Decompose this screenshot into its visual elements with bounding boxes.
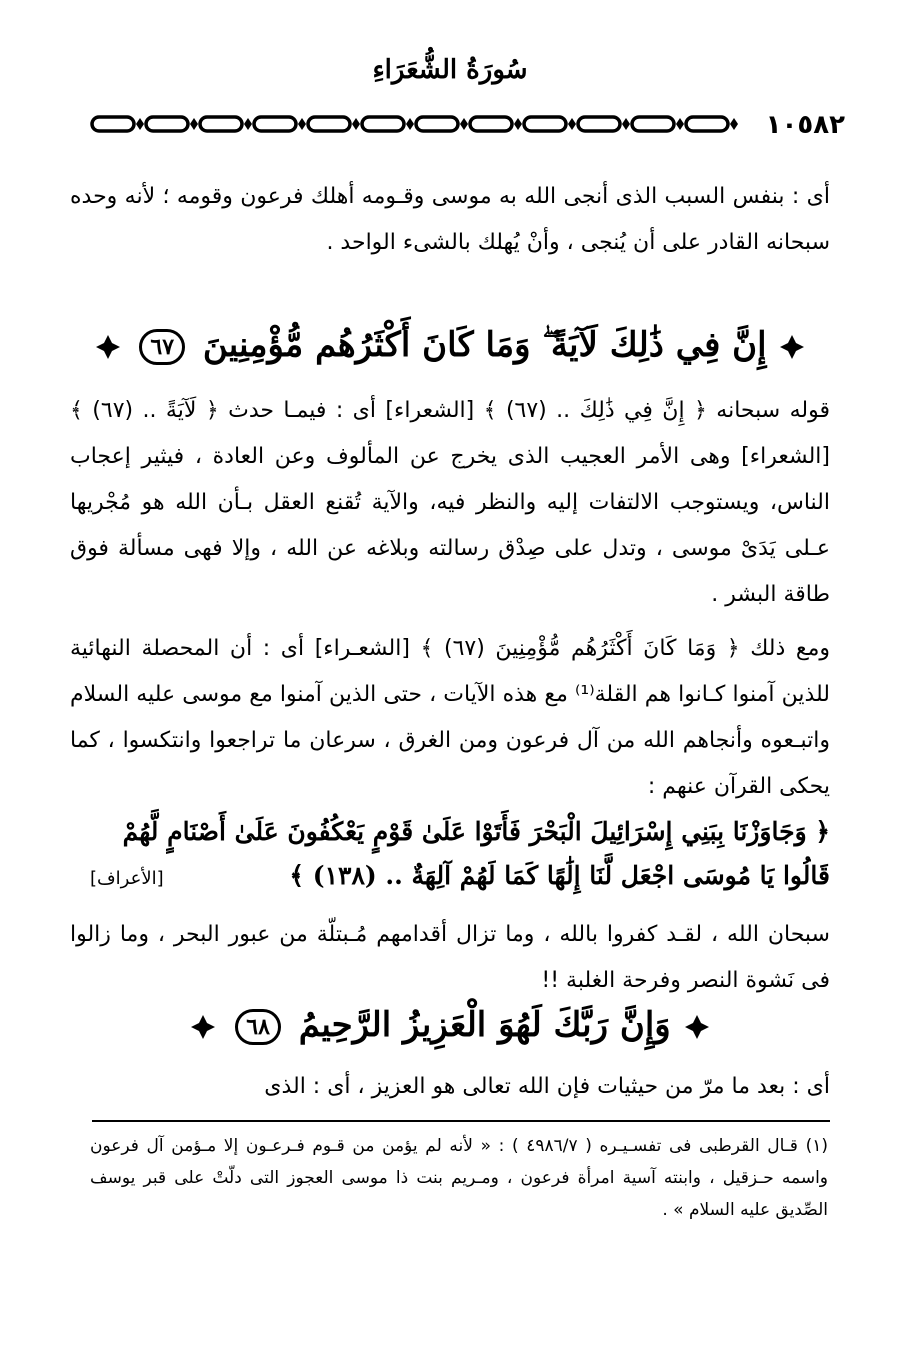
paragraph-3: ومع ذلك ﴿ وَمَا كَانَ أَكْثَرُهُم مُّؤْمِنِينَ (٦٧) ﴾ [الشعـراء] أى : أن المحصلة النهائية للذين آمنوا كـانوا هم القلة⁽¹⁾ مع هذه الآيات ، حتى الذين آمنوا مع موسى عليه السلام واتبـعوه وأنجاهم الله من آل فرعون ومن الغرق ، سرعان ما تراجعوا وانتكسوا ، كما يحكى القرآن عنهم : — [70, 636, 831, 799]
paragraph-5: أى : بعد ما مرّ من حيثيات فإن الله تعالى هو العزيز ، أى : الذى — [264, 1074, 830, 1099]
verse-67-text: إِنَّ فِي ذَٰلِكَ لَآيَةً ۖ وَمَا كَانَ أَكْثَرُهُم مُّؤْمِنِينَ — [202, 325, 767, 365]
page-number: ١٠٥٨٢ — [765, 110, 845, 140]
paragraph-1: أى : بنفس السبب الذى أنجى الله به موسى وقـومه أهلك فرعون وقومه ؛ لأنه وحده سبحانه القادر على أن يُنجى ، وأنْ يُهلك بالشىء الواحد . — [70, 184, 830, 255]
verse-ornament-icon — [189, 1013, 217, 1041]
quote-line-1: ﴿ وَجَاوَزْنَا بِبَنِي إِسْرَائِيلَ الْبَحْرَ فَأَتَوْا عَلَىٰ قَوْمٍ يَعْكُفُونَ عَلَىٰ أَصْنَامٍ لَّهُمْ — [122, 817, 830, 846]
verse-68-number: ٦٨ — [235, 1009, 281, 1045]
verse-ornament-icon — [778, 333, 806, 361]
verse-67-number: ٦٧ — [139, 329, 185, 365]
verse-67 — [0, 320, 900, 370]
quote-line-2: قَالُوا يَا مُوسَى اجْعَل لَّنَا إِلَٰهًا كَمَا لَهُمْ آلِهَةٌ .. (١٣٨) ﴾ — [289, 861, 830, 890]
paragraph-2: قوله سبحانه ﴿ إِنَّ فِي ذَٰلِكَ .. (٦٧) ﴾ [الشعراء] أى : فيمـا حدث ﴿ لَآيَةً .. (٦٧) ﴾ [الشعراء] وهى الأمر العجيب الذى يخرج عن المألوف وعن العادة ، فيثير إعجاب الناس، ويستوجب الالتفات إليه والنظر فيه، والآية تُقنع العقل بـأن الله هو مُجْريها عـلى يَدَىْ موسى ، وتدل على صِدْق رسالته وبلاغه عن الله ، وإلا فهى مسألة فوق طاقة البشر . — [70, 398, 830, 607]
header-ornament-rule — [88, 112, 745, 136]
footnote: (١) قـال القرطبى فى تفسـيـره ( ٤٩٨٦/٧ ) : « لأنه لم يؤمن من قـوم فـرعـون إلا مـؤمن آل فرعون واسمه حـزقيل ، وابنته آسية امرأة فرعون ، ومـريم بنت ذا موسى العجوز التى دلّتْ على قبر يوسف الصِّديق عليه السلام » . — [90, 1136, 828, 1220]
paragraph-4: سبحان الله ، لقـد كفروا بالله ، وما تزال أقدامهم مُـبتلّة من عبور البحر ، وما زالوا فى نَشوة النصر وفرحة الغلبة !! — [70, 922, 830, 993]
verse-ornament-icon — [683, 1013, 711, 1041]
quote-reference: [الأعراف] — [90, 868, 164, 889]
surah-title: سُورَةُ الشُّعَرَاءِ — [372, 55, 528, 85]
verse-68 — [0, 1000, 900, 1050]
verse-68-text: وَإِنَّ رَبَّكَ لَهُوَ الْعَزِيزُ الرَّحِيمُ — [298, 1005, 671, 1045]
verse-ornament-icon — [94, 333, 122, 361]
footnote-divider — [92, 1120, 830, 1122]
